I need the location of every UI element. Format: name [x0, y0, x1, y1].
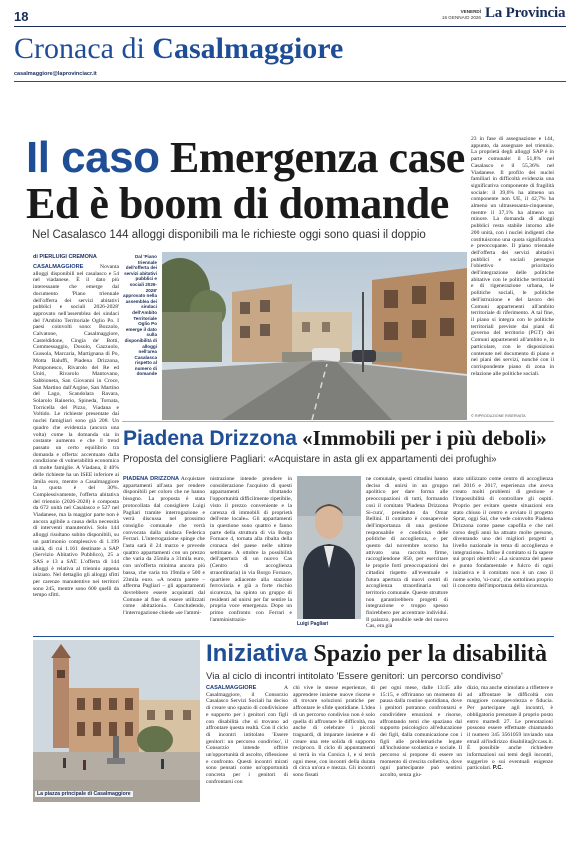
main-headline-2: Ed è boom di domande	[26, 179, 449, 228]
piadena-col4	[453, 476, 553, 629]
main-sign-off: © RIPRODUZIONE RISERVATA	[471, 414, 526, 418]
main-headline-1: Emergenza case	[169, 133, 465, 182]
street-photo	[162, 252, 467, 420]
main-kicker: Il caso	[26, 133, 160, 182]
piazza-photo	[33, 640, 200, 802]
piadena-col3-text: ne comunale, questi cittadini hanno deciso di unirsi in un gruppo apolitico per dare forma alle preoccupazioni di tutti, formando così il comitato 'Piadena Drizzona Si-cura', presieduto da Omar Bellini. Il comitato è consapevole dell'importanza di una gestione responsabile e condivisa delle politiche di accoglienza, e per questo dal novembre scorso ha attivato una raccolta firme, raccogliendone 850, per esercitare le proprie forti preoccupazioni dei cittadini rispetto all'eventuale e futura apertura di nuovi centri di accoglienza straordinaria sul territorio comunale. Queste strutture non garantirebbero progetti di integrazione e troppo spesso finirebbero per accentrare individui. Il palazzo, possibile sede del nuovo Cas, era già	[366, 476, 448, 629]
main-story-col-right	[471, 136, 554, 414]
issue-date	[421, 9, 481, 20]
main-photo-caption: Dal 'Piano triennale dell'offerta dei servizi abitativi pubblici e sociali 2026-2028' approvato nella assemblea dei sindaci dell'Ambito Territoriale Oglio Po emerge il dato sulla disponibilità di alloggi nell'area Casalasca rispetto al numero di domande	[123, 254, 157, 377]
iniziativa-col1-text: A Casalmaggiore, il Consorzio Casalasco Servizi Sociali ha deciso di creare uno spazio di condivisione e supporto per i genitori con figli con disabilità che si trovano ad affrontare questa realtà. Con il ciclo di incontri intitolato 'Essere genitori: un percorso condiviso', il Consorzio intende offrire un'opportunità di ascolto, riflessione e confronto. Questi incontri mirati sono pensati come un'opportunità concreta per i genitori di confrontarsi con	[206, 685, 288, 785]
main-col-right-text: 23 in fase di assegnazione e 144, appunto, da assegnare nel triennio. La proprietà degli alloggi SAP è in parte comunale: il 51,8% nel Casalasco e il 55,36% nel Viadanese. Il profilo dei nuclei familiari in difficoltà evidenzia una significativa componente di fragilità sociale: il 39,6% ha almeno un componente non UE, il 42,7% ha almeno un ultrasessanta-cinquenne, mentre il 37,1% ha almeno un minore. La domanda di alloggi pubblici resta stabile intorno alle 200 unità, con i nuclei indigenti che costituiscono una quota significativa e preoccupante. Il piano triennale dell'offerta dei servizi abitativi pubblici e sociali persegue l'obiettivo prioritario dell'integrazione delle politiche abitative con le politiche territoriali e di rigenerazione urbana, le politiche sociali, le politiche dell'istruzione e del lavoro dei Comuni appartenenti all'ambito territoriale di riferimento. A tal fine, il piano si integra con le politiche territoriali previste dai piani di governo del territorio (PGT) dei Comuni appartenenti all'ambito e, in particolare, con le disposizioni contenute nel documento di piano e nei piani dei servizi, nonché con il corrispondente piano di zona in relazione alle politiche sociali.	[471, 136, 554, 377]
piadena-place: Piadena Drizzona	[123, 427, 297, 450]
iniziativa-subheadline: Via al ciclo di incontri intitolato 'Essere genitori: un percorso condiviso'	[206, 671, 503, 682]
piadena-headline-text: «Immobili per i più deboli»	[302, 426, 547, 450]
iniziativa-headline-text: Spazio per la disabilità	[313, 641, 547, 667]
piadena-col1-text: Acquistare appartamenti all'asta per rendere disponibili per coloro che ne hanno bisogno. La proposta è stata protocollata dal consigliere Luigi Pagliari tramite interrogazione e verrà discussa nel prossimo consiglio comunale che verrà convocata dalla sindaca Federica Ferrari. L'interrogazione spinge che l'asta sarà il 24 marzo e prevede quattro appartamenti con un prezzo che varia da 25mila a 31mila euro, con un'offerta minima ancora più bassa, che varia tra 19mila e 500 e 23mila euro. «A nostra parere – afferma Pagliari – gli appartamenti dovrebbero essere acquistati dal Comune al fine di essere utilizzati come abitazioni». Concludendo, l'interrogazione chiede «se l'ammi-	[123, 476, 205, 617]
section-title-city: Casalmaggiore	[152, 32, 344, 65]
iniziativa-col2-text: chi vive le stesse esperienze, di apprendere insieme nuove risorse e di trovare soluzioni pratiche per affrontare le sfide quotidiane. L'idea di un percorso condiviso non è solo quella di affrontare le difficoltà, ma anche di celebrare i piccoli traguardi, di imparare insieme e di creare una rete solida di supporto reciproco. Il ciclo di appuntamenti si terrà in via Corsica 1, e si terrà ogni mese, con incontri della durata di circa un'ora e mezza. Gli incontri sono fissati	[293, 685, 375, 779]
iniziativa-col1	[206, 685, 288, 809]
piazza-caption: La piazza principale di Casalmaggiore	[37, 791, 131, 797]
page-number: 18	[14, 9, 29, 24]
main-headline-line1	[26, 133, 465, 182]
piadena-col2	[210, 476, 292, 629]
header-rule	[14, 26, 566, 27]
iniziativa-col4-text: dizio, ma anche stimolato a riflettere e ad affrontare le difficoltà con maggiore consapevolezza e fiducia. Per partecipare agli incontri, è obbligatorio prenotare il proprio posto entro martedì 27. Le prenotazioni possono essere effettuate chiamando il numero 345 3561059 inviando una email all'indirizzo disabilita@ccass.it. È possibile anche richiedere informazioni sui temi degli incontri, suggerire o sui eventuali esigenze particolari.	[467, 685, 553, 772]
section-title-prefix: Cronaca di	[14, 32, 145, 65]
piadena-rule-top	[122, 421, 554, 422]
piadena-col4-text: stato utilizzato come centro di accoglienza nel 2016 e 2017, esperienza che aveva creato molti problemi di gestione e l'impossibilità di controllare gli ospiti. Proprio per evitare queste situazioni era stato chiuso il centro e avviato il progetto Sprar, oggi Sai, che vede coinvolto Piadena Drizzona come paese capofila e che nel corso degli anni ha attuato molte persone, diventando uno dei migliori progetti a livello nazionale in tema di accoglienza e integrazione». Infine il comitato si fa sapere sui propri obiettivi: «La sicurezza del paese e punto fondamentale e fulcro di ogni iniziativa e il comitato non è un caso il nome scelto, 'si-cura', che sottolinea proprio il concetto dell'importanza della sicurezza.	[453, 476, 553, 590]
piazza-photo-image	[33, 640, 200, 802]
section-rule	[14, 81, 566, 82]
pagliari-photo-image	[297, 476, 361, 619]
piadena-lead-place: PIADENA DRIZZONA	[123, 476, 180, 482]
section-title	[14, 32, 343, 66]
main-story-col1	[33, 264, 119, 604]
main-lead-place: CASALMAGGIORE	[33, 264, 84, 270]
pagliari-caption: Luigi Pagliari	[297, 621, 329, 627]
iniziativa-col2	[293, 685, 375, 809]
masthead: La Provincia	[485, 5, 566, 21]
main-subheadline: Nel Casalasco 144 alloggi disponibili ma le richieste oggi sono quasi il doppio	[32, 229, 426, 241]
iniziativa-lead-place: CASALMAGGIORE	[206, 685, 257, 691]
iniziativa-sign-off: P.C.	[492, 765, 503, 772]
iniziativa-kicker: Iniziativa	[206, 640, 308, 667]
iniziativa-col3-text: per ogni mese, dalle 13:45 alle 15:15, e offriranno un momento di pausa dalla routine quotidiana, dove i genitori potranno confrontarsi e condividere emozioni e risorse, affrontando temi che spaziano dal supporto psicologico all'educazione dei figli, dalla comunicazione con i figli alle problematiche legate all'inclusione scolastica e sociale. Il percorso si propone di essere un momento di crescita collettiva, dove ogni partecipante può sentirsi accolto, senza giu-	[380, 685, 462, 779]
pagliari-photo	[297, 476, 361, 619]
iniziativa-rule-top	[33, 636, 554, 637]
piadena-subheadline: Proposta del consigliere Pagliari: «Acquistare in asta gli ex appartamenti dei profughi»	[123, 454, 497, 465]
piadena-headline	[123, 427, 547, 450]
street-photo-image	[162, 252, 467, 420]
iniziativa-col3	[380, 685, 462, 809]
issue-day-date: 16 GENNAIO 2026	[441, 14, 481, 20]
main-col1-text: Novanta alloggi disponibili nel casalasco e 54 nel viadanese. È il dato più interessante che emerge dal documento 'Piano triennale dell'offerta dei servizi abitativi pubblici e sociali 2026-2028' approvato nell'assemblea dei sindaci del l'Ambito Territoriale Oglio Po. I paesi coinvolti sono: Bozzolo, Calvatone, Casalmaggiore, Casteldidone, Cingia de' Botti, Commessaggio, Dosolo, Gazzuolo, Gussola, Marcaria, Martignana di Po, Motta Baluffi, Piadena Drizzona, Pomponesco, Rivarolo del Re ed Uniti, Rivarolo Mantovano, Sabbioneta, San Giovanni in Croce, San Martino dall'Argine, San Martino del Lago, Scandolara Ravara, Solarolo Rainerio, Spineda, Tornata, Torricella del Pizzo, Viadana e Voltido. Le richieste presentate dai nuclei famigliari sono già 208. Un quadro che evidenzia (ancora una volta) come la domanda sia in costante aumento e che il trend passato un certo equilibrio tra domanda e offerta: accentuato dalla condizione di vulnerabilità economica di molte famiglie. A Viadana, il 40% delle richieste ha un ISEE inferiore ai 3mila euro, mentre a Casalmaggiore la quota è del 30%. Complessivamente, l'offerta abitativa del triennio (2026-2028) è composta da 672 unità nel Casalasco e 527 nel Viadanese, ma la maggior parte non è ancora agibile a causa della necessità di interventi manutentivi. Solo 144 alloggi risultano subito disponibili, su un patrimonio complessivo di 1.199 unità, di cui 1.161 destinate a SAP (Servizio Abitativo Pubblico), 25 a SAS e 13 a SAT. L'offerta di 144 alloggi è relativa al triennio appena iniziato. Nel dettaglio gli alloggi sfitti per carenze manutentive nei territori sono 245, mentre sono 600 quelli da tempo sfitti.	[33, 264, 119, 599]
piadena-col2-text: nistrazione intende prendere in considerazione l'acquisto di questi appartamenti sfruttando l'opportunità difficilmente ripetibile, visto il prezzo conveniente e la carenza di immobili di proprietà dell'ente locale». Gli appartamenti in questione sono quattro e fanno parte della struttura di via Borgo Fornace 4, tornata alla ribalta della cronaca del paese nelle ultime settimane. A ottobre la possibilità dell'apertura di un nuovo Cas (Centro di accoglienza straordinaria) in via Borgo Fornace, quartiere adiacente alla stazione ferroviaria e già a forte rischio sicurezza, ha spinto un gruppo di residenti ad unirsi per far sentire la propria voce emergenza. Dopo un primo confronto con Ferrari e l'amministrazio-	[210, 476, 292, 623]
piadena-col3	[366, 476, 448, 629]
iniziativa-headline	[206, 641, 547, 667]
piadena-col1	[123, 476, 205, 629]
iniziativa-col4	[467, 685, 553, 809]
main-byline: di PIERLUIGI CREMONA	[33, 254, 97, 260]
section-email[interactable]: casalmaggiore@laprovinciacr.it	[14, 71, 97, 77]
issue-day: VENERDÌ	[460, 9, 481, 14]
